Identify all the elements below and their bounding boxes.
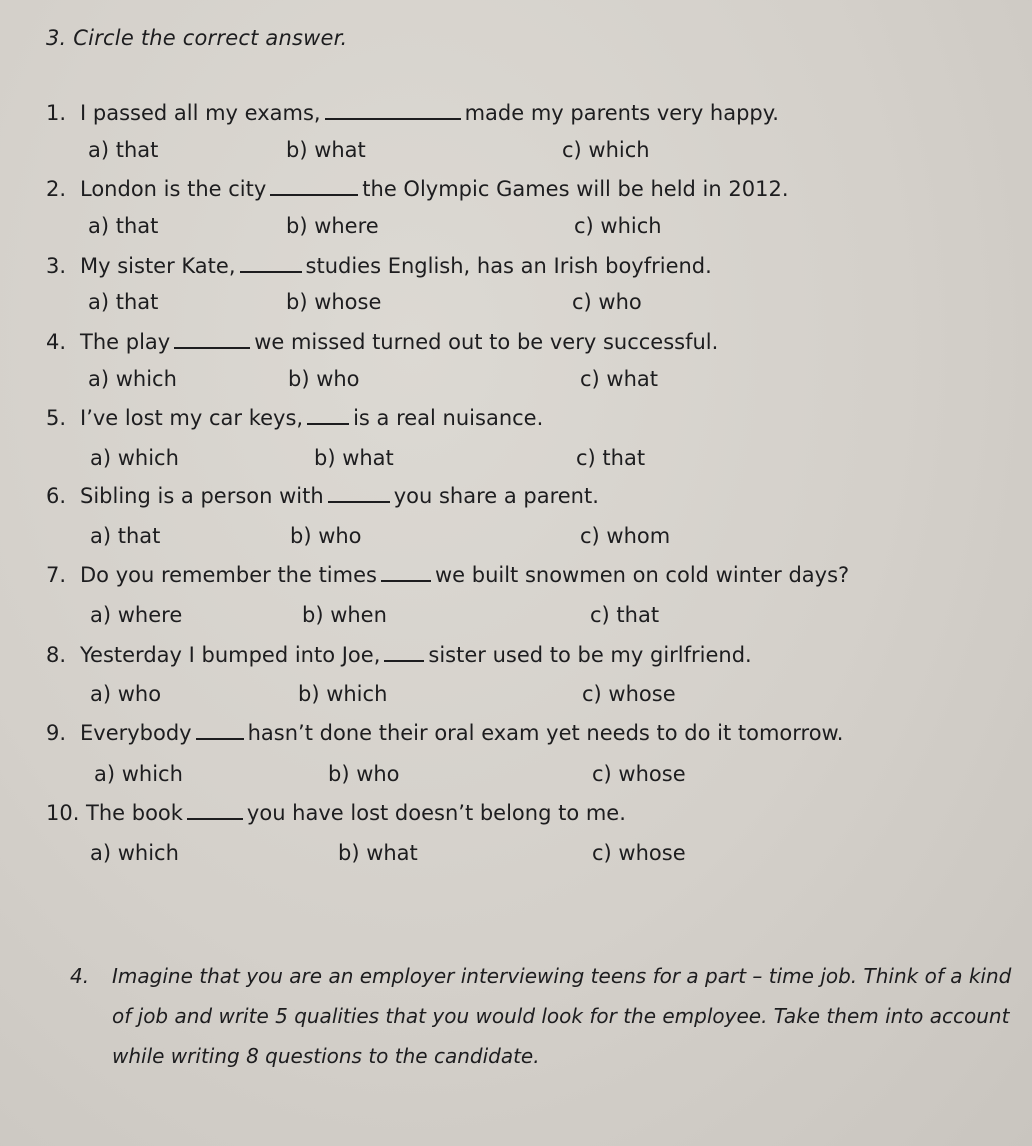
question-number: 8. [46,643,67,667]
question-3-option-c[interactable]: c) who [572,290,642,314]
question-4-option-c[interactable]: c) what [580,367,659,391]
question-9 [46,720,843,745]
question-text-after: you have lost doesn’t belong to me. [246,801,626,825]
question-7-option-b[interactable]: b) when [302,603,387,627]
question-8 [46,642,752,667]
question-number: 2. [46,177,67,201]
question-number: 10. [46,801,80,825]
question-2-option-b[interactable]: b) where [286,214,379,238]
question-1-option-c[interactable]: c) which [562,138,650,162]
question-text-after: sister used to be my girlfriend. [428,643,752,667]
question-6 [46,483,599,508]
answer-blank [384,642,424,662]
question-10 [46,800,626,825]
question-text-before: The book [86,801,183,825]
question-2 [46,176,789,201]
question-text-after: hasn’t done their oral exam yet needs to do it tomorrow. [247,721,844,745]
question-5 [46,405,543,430]
question-4-option-b[interactable]: b) who [288,367,360,391]
question-text-before: I passed all my exams, [80,101,321,125]
question-10-option-a[interactable]: a) which [90,841,179,865]
question-text-after: we built snowmen on cold winter days? [434,563,850,587]
question-7 [46,562,849,587]
question-8-option-a[interactable]: a) who [90,682,162,706]
question-2-option-a[interactable]: a) that [88,214,159,238]
task-number: 4. [70,964,90,988]
question-text-before: Yesterday I bumped into Joe, [80,643,381,667]
question-9-option-c[interactable]: c) whose [592,762,686,786]
question-text-after: you share a parent. [393,484,599,508]
question-10-option-c[interactable]: c) whose [592,841,686,865]
question-8-option-c[interactable]: c) whose [582,682,676,706]
question-1-option-a[interactable]: a) that [88,138,159,162]
question-number: 9. [46,721,67,745]
question-1 [46,100,779,125]
answer-blank [240,253,302,273]
question-7-option-c[interactable]: c) that [590,603,660,627]
question-1-option-b[interactable]: b) what [286,138,366,162]
answer-blank [325,100,461,120]
question-text-before: The play [80,330,171,354]
question-4 [46,329,718,354]
question-text-before: My sister Kate, [80,254,236,278]
question-5-option-b[interactable]: b) what [314,446,394,470]
answer-blank [328,483,390,503]
question-number: 7. [46,563,67,587]
question-text-after: the Olympic Games will be held in 2012. [362,177,789,201]
question-10-option-b[interactable]: b) what [338,841,418,865]
question-8-option-b[interactable]: b) which [298,682,388,706]
question-text-before: Do you remember the times [80,563,377,587]
question-number: 6. [46,484,67,508]
answer-blank [270,176,358,196]
question-3 [46,253,712,278]
question-text-before: Sibling is a person with [80,484,324,508]
question-5-option-a[interactable]: a) which [90,446,179,470]
question-text-before: Everybody [80,721,192,745]
question-9-option-a[interactable]: a) which [94,762,183,786]
question-text-after: studies English, has an Irish boyfriend. [305,254,712,278]
answer-blank [174,329,250,349]
answer-blank [187,800,243,820]
question-6-option-a[interactable]: a) that [90,524,161,548]
exercise-heading: 3. Circle the correct answer. [46,26,348,50]
question-number: 5. [46,406,67,430]
question-number: 3. [46,254,67,278]
answer-blank [307,405,349,425]
question-3-option-b[interactable]: b) whose [286,290,382,314]
answer-blank [196,720,244,740]
question-text-after: we missed turned out to be very successful. [254,330,719,354]
question-6-option-c[interactable]: c) whom [580,524,671,548]
answer-blank [381,562,431,582]
question-5-option-c[interactable]: c) that [576,446,646,470]
question-9-option-b[interactable]: b) who [328,762,400,786]
question-text-after: made my parents very happy. [464,101,779,125]
question-text-before: London is the city [80,177,267,201]
question-6-option-b[interactable]: b) who [290,524,362,548]
question-4-option-a[interactable]: a) which [88,367,177,391]
question-3-option-a[interactable]: a) that [88,290,159,314]
question-number: 4. [46,330,67,354]
question-text-after: is a real nuisance. [353,406,544,430]
question-7-option-a[interactable]: a) where [90,603,183,627]
question-number: 1. [46,101,67,125]
question-text-before: I’ve lost my car keys, [80,406,304,430]
writing-task [70,956,1020,1076]
task-text: Imagine that you are an employer interviewing teens for a part – time job. Think of a kind of job and write 5 qualities that you would look for the employee. Take them into account while writing 8 questions to the candidate. [112,964,1012,1068]
question-2-option-c[interactable]: c) which [574,214,662,238]
